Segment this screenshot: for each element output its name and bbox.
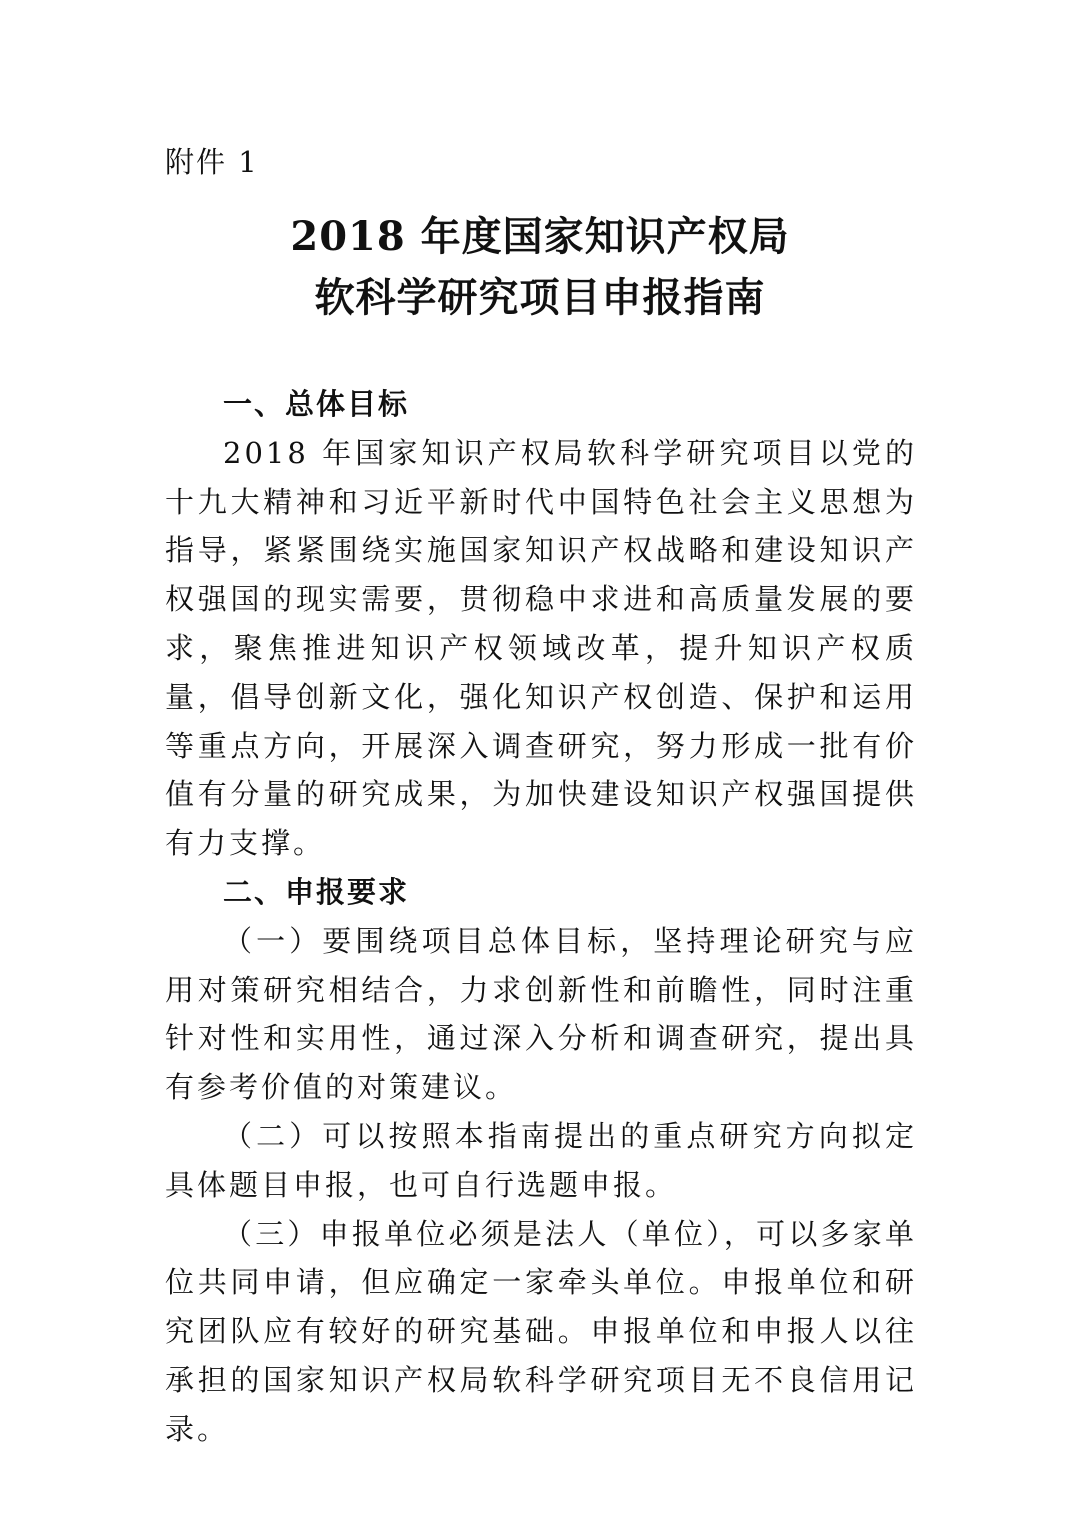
- section-1-paragraph: 2018 年国家知识产权局软科学研究项目以党的十九大精神和习近平新时代中国特色社会主义思想为指导，紧紧围绕实施国家知识产权战略和建设知识产权强国的现实需要，贯彻稳中求进和高质量发展的要求，聚焦推进知识产权领域改革，提升知识产权质量，倡导创新文化，强化知识产权创造、保护和运用等重点方向，开展深入调查研究，努力形成一批有价值有分量的研究成果，为加快建设知识产权强国提供有力支撑。: [165, 435, 917, 861]
- section-2-item-3: （三）申报单位必须是法人（单位），可以多家单位共同申请，但应确定一家牵头单位。申报单位和研究团队应有较好的研究基础。申报单位和申报人以往承担的国家知识产权局软科学研究项目无不良信用记录。: [165, 1216, 917, 1446]
- section-2-item-2: （二）可以按照本指南提出的重点研究方向拟定具体题目申报，也可自行选题申报。: [165, 1118, 917, 1202]
- section-2-heading: 二、申报要求: [223, 874, 410, 909]
- section-1-heading: 一、总体目标: [223, 387, 410, 421]
- attachment-label: 附件 1: [165, 145, 259, 179]
- document-body: [165, 380, 917, 1454]
- section-2-item-1: （一）要围绕项目总体目标，坚持理论研究与应用对策研究相结合，力求创新性和前瞻性，同时注重针对性和实用性，通过深入分析和调查研究，提出具有参考价值的对策建议。: [165, 923, 917, 1105]
- document-title-line-2: 软科学研究项目申报指南: [314, 274, 766, 321]
- document-title-line-1: 2018 年度国家知识产权局: [290, 213, 790, 260]
